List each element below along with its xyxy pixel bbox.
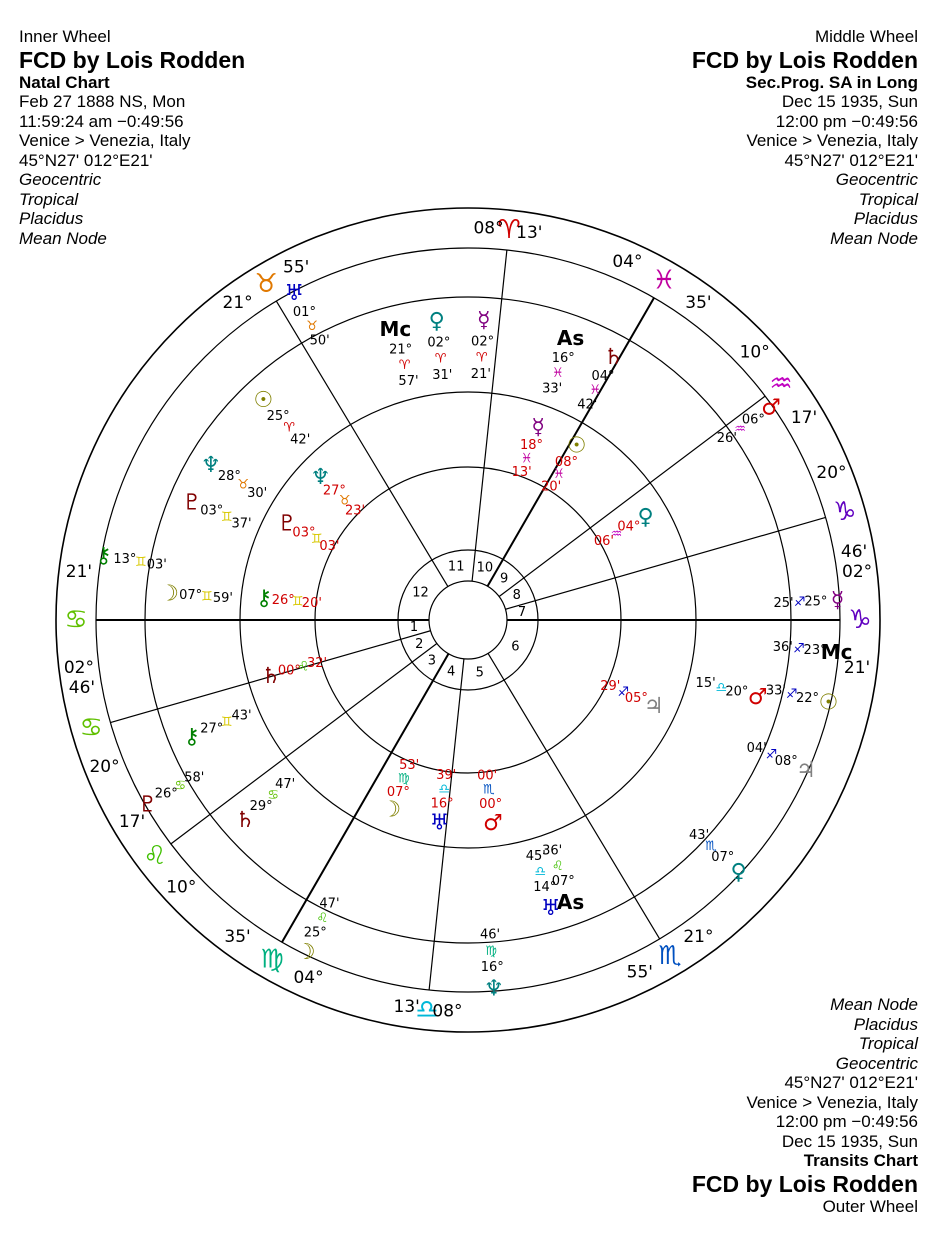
planet-saturn-icon: ♄︎ <box>603 345 624 371</box>
planet-minute-label: 06' <box>593 534 615 549</box>
planet-sign-icon: ♏︎ <box>705 839 717 855</box>
planet-uranus-icon: ♅︎ <box>540 895 561 921</box>
planet-degree-label: 22° <box>795 690 819 706</box>
planet-minute-label: 03' <box>319 538 340 554</box>
cusp-minute-label: 13' <box>393 997 420 1018</box>
planet-degree-label: 04° <box>591 369 615 385</box>
planet-minute-label: 43' <box>231 708 252 724</box>
planet-venus-icon: ♀︎ <box>428 309 445 335</box>
chart-view: Geocentric <box>835 1053 918 1073</box>
planet-sign-icon: ♌︎ <box>316 911 329 927</box>
house-cusp-line <box>472 250 507 581</box>
planet-minute-label: 59' <box>212 591 233 607</box>
cusp-minute-label: 13' <box>516 222 543 243</box>
planet-sign-icon: ♈︎ <box>398 358 411 374</box>
planet-sun-icon: ☉︎ <box>818 690 839 716</box>
planet-sign-icon: ♌︎ <box>297 659 310 675</box>
chart-node: Mean Node <box>830 228 918 248</box>
planet-sun-icon: ☉︎ <box>253 388 274 414</box>
planet-degree-label: 29° <box>249 798 273 814</box>
chart-type: Sec.Prog. SA in Long <box>745 72 918 92</box>
planet-degree-label: 07° <box>711 850 735 866</box>
cusp-degree-label: 08° <box>473 218 504 239</box>
planet-moon-icon: ☽︎ <box>159 581 180 607</box>
planet-sign-icon: ♓︎ <box>520 451 533 467</box>
planet-minute-label: 42' <box>577 397 598 413</box>
planet-degree-label: 06° <box>741 412 765 428</box>
cusp-sign-icon: ♓︎ <box>652 265 676 296</box>
planet-sign-icon: ♌︎ <box>551 858 564 874</box>
cusp-degree-label: 21° <box>683 927 714 948</box>
chart-zodiac: Tropical <box>858 189 918 209</box>
planet-degree-label: 08° <box>554 454 578 470</box>
planet-jupiter-icon: ♃︎ <box>796 757 816 783</box>
planet-midheaven-icon: Mc <box>379 316 412 341</box>
planet-sign-icon: ♍︎ <box>485 943 498 959</box>
house-number: 4 <box>447 664 456 680</box>
planet-degree-label: 03° <box>292 525 316 541</box>
chart-type: Natal Chart <box>19 72 110 92</box>
planet-sign-icon: ♋︎ <box>174 778 187 794</box>
chart-date: Dec 15 1935, Sun <box>781 92 918 111</box>
planet-minute-label: 26' <box>716 431 737 447</box>
chart-node: Mean Node <box>830 995 918 1014</box>
planet-moon-icon: ☽︎ <box>381 797 402 823</box>
planet-mercury-icon: ☿︎ <box>531 414 545 440</box>
cusp-sign-icon: ♉︎ <box>254 268 278 299</box>
planet-minute-label: 23' <box>345 503 366 519</box>
planet-degree-label: 05° <box>624 691 648 707</box>
chart-name: FCD by Lois Rodden <box>19 46 246 73</box>
planet-degree-label: 16° <box>430 796 454 812</box>
house-number: 1 <box>409 620 419 636</box>
planet-pluto-icon: ♇︎ <box>137 792 158 818</box>
planet-minute-label: 47' <box>319 896 340 912</box>
planet-sign-icon: ♐︎ <box>793 595 806 611</box>
chart-coords: 45°N27' 012°E21' <box>784 150 918 170</box>
planet-sign-icon: ♓︎ <box>551 366 564 382</box>
cusp-sign-icon: ♑︎ <box>833 496 857 527</box>
house-number: 10 <box>476 560 494 576</box>
planet-sign-icon: ♊︎ <box>310 532 323 548</box>
cusp-sign-icon: ♎︎ <box>415 994 439 1025</box>
chart-houses: Placidus <box>853 209 918 228</box>
chart-node: Mean Node <box>19 228 107 248</box>
planet-chiron-icon: ⚷︎ <box>256 586 273 612</box>
planet-sign-icon: ♊︎ <box>200 589 213 605</box>
cusp-minute-label: 46' <box>68 678 96 699</box>
planet-minute-label: 42' <box>290 432 311 448</box>
planet-sign-icon: ♐︎ <box>793 641 805 657</box>
planet-degree-label: 25° <box>303 925 327 941</box>
planet-degree-label: 02° <box>427 335 451 351</box>
planet-degree-label: 07° <box>386 784 410 800</box>
planet-sign-icon: ♒︎ <box>734 421 746 437</box>
planet-neptune-icon: ♆︎ <box>310 465 331 491</box>
planet-minute-label: 43' <box>689 828 710 844</box>
cusp-degree-label: 10° <box>739 342 770 363</box>
planet-minute-label: 39' <box>436 767 457 783</box>
cusp-minute-label: 55' <box>626 962 653 983</box>
cusp-degree-label: 04° <box>293 968 324 989</box>
planet-jupiter-icon: ♃︎ <box>643 694 664 720</box>
house-number: 7 <box>517 604 527 620</box>
planet-midheaven-icon: Mc <box>820 640 853 665</box>
planet-sign-icon: ♉︎ <box>338 493 351 509</box>
planet-sign-icon: ♉︎ <box>306 319 318 335</box>
cusp-sign-icon: ♍︎ <box>260 944 284 975</box>
cusp-degree-label: 20° <box>816 463 847 484</box>
chart-place: Venice > Venezia, Italy <box>746 131 918 150</box>
planet-minute-label: 50' <box>309 333 330 349</box>
planet-sign-icon: ♉︎ <box>237 477 250 493</box>
planet-sign-icon: ♊︎ <box>220 714 233 730</box>
planet-sign-icon: ♓︎ <box>553 467 565 483</box>
planet-degree-label: 03° <box>200 503 224 519</box>
planet-degree-label: 20° <box>725 684 749 700</box>
planet-minute-label: 25' <box>773 595 794 611</box>
planet-uranus-icon: ♅︎ <box>284 280 305 306</box>
planet-sign-icon: ♈︎ <box>283 420 296 436</box>
planet-saturn-icon: ♄︎ <box>261 664 281 690</box>
planet-degree-label: 16° <box>480 960 504 976</box>
planet-sign-icon: ♒︎ <box>610 526 623 542</box>
planet-degree-label: 14° <box>533 880 557 896</box>
house-number: 6 <box>511 639 520 655</box>
wheel-label: Inner Wheel <box>19 27 111 46</box>
planet-ascendant-icon: As <box>556 889 585 914</box>
planet-degree-label: 16° <box>551 350 575 366</box>
planet-uranus-icon: ♅︎ <box>429 810 450 836</box>
planet-sign-icon: ♈︎ <box>434 351 447 367</box>
cusp-minute-label: 17' <box>790 408 818 429</box>
planet-degree-label: 07° <box>551 874 575 890</box>
planet-degree-label: 26° <box>271 593 295 609</box>
planet-minute-label: 21' <box>470 366 491 382</box>
chart-time: 11:59:24 am −0:49:56 <box>19 111 184 131</box>
planet-sign-icon: ♐︎ <box>765 747 778 763</box>
chart-zodiac: Tropical <box>19 189 79 209</box>
wheel-label: Outer Wheel <box>822 1196 918 1216</box>
planet-neptune-icon: ♆︎ <box>483 976 504 1002</box>
planet-minute-label: 47' <box>275 777 296 793</box>
chart-view: Geocentric <box>835 170 918 189</box>
chart-name: FCD by Lois Rodden <box>691 1170 918 1197</box>
chart-name: FCD by Lois Rodden <box>691 46 918 73</box>
planet-sign-icon: ♐︎ <box>617 684 630 700</box>
cusp-sign-icon: ♋︎ <box>79 713 103 744</box>
planet-neptune-icon: ♆︎ <box>200 452 221 478</box>
planet-minute-label: 03' <box>146 557 167 573</box>
chart-date: Dec 15 1935, Sun <box>781 1131 918 1151</box>
planet-degree-label: 27° <box>200 721 224 737</box>
planet-degree-label: 27° <box>322 483 346 499</box>
planet-ascendant-icon: As <box>556 326 585 351</box>
planet-minute-label: 36' <box>542 843 563 859</box>
planet-minute-label: 58' <box>184 770 205 786</box>
planet-degree-label: 00° <box>277 663 301 679</box>
cusp-minute-label: 21' <box>843 657 871 678</box>
planet-degree-label: 08° <box>774 754 798 770</box>
planet-minute-label: 13' <box>511 464 532 480</box>
house-number: 11 <box>447 559 465 575</box>
cusp-minute-label: 55' <box>283 257 310 278</box>
planet-minute-label: 32' <box>307 655 328 671</box>
planet-minute-label: 00' <box>477 768 498 784</box>
wheel-label: Middle Wheel <box>815 27 918 46</box>
planet-minute-label: 33' <box>765 683 786 699</box>
cusp-minute-label: 17' <box>118 811 146 832</box>
planet-saturn-icon: ♄︎ <box>235 808 255 834</box>
cusp-minute-label: 35' <box>224 927 251 948</box>
planet-minute-label: 57' <box>398 373 419 389</box>
planet-sign-icon: ♈︎ <box>475 350 488 366</box>
planet-minute-label: 53' <box>399 758 420 774</box>
planet-minute-label: 37' <box>231 516 252 532</box>
chart-place: Venice > Venezia, Italy <box>746 1092 918 1112</box>
planet-degree-label: 23° <box>803 642 827 658</box>
planet-sun-icon: ☉︎ <box>566 433 587 459</box>
planet-sign-icon: ♊︎ <box>220 510 233 526</box>
planet-sign-icon: ♍︎ <box>397 771 410 787</box>
planet-sign-icon: ♎︎ <box>715 680 728 696</box>
planet-degree-label: 01° <box>292 304 316 320</box>
planet-sign-icon: ♐︎ <box>785 687 798 703</box>
planet-sign-icon: ♎︎ <box>438 782 450 798</box>
cusp-sign-icon: ♌︎ <box>143 840 167 871</box>
house-number: 9 <box>499 571 509 587</box>
cusp-degree-label: 10° <box>166 877 197 898</box>
chart-type: Transits Chart <box>803 1151 918 1170</box>
chart-coords: 45°N27' 012°E21' <box>784 1073 918 1092</box>
planet-degree-label: 21° <box>389 342 413 358</box>
cusp-sign-icon: ♈︎ <box>497 215 521 246</box>
planet-degree-label: 18° <box>520 437 544 453</box>
planet-minute-label: 45' <box>525 848 546 864</box>
planet-minute-label: 20' <box>301 596 322 612</box>
planet-degree-label: 28° <box>217 469 241 485</box>
planet-degree-label: 13° <box>113 552 137 568</box>
house-number: 5 <box>475 665 484 681</box>
planet-pluto-icon: ♇︎ <box>277 511 297 537</box>
planet-minute-label: 04' <box>746 741 767 757</box>
planet-sign-icon: ♊︎ <box>291 594 304 610</box>
planet-degree-label: 00° <box>479 796 503 812</box>
planet-minute-label: 15' <box>695 676 716 692</box>
planet-sign-icon: ♓︎ <box>589 383 601 399</box>
chart-date: Feb 27 1888 NS, Mon <box>19 92 186 111</box>
planet-pluto-icon: ♇︎ <box>181 490 202 516</box>
cusp-sign-icon: ♑︎ <box>848 605 872 635</box>
cusp-degree-label: 02° <box>63 657 94 678</box>
planet-minute-label: 36' <box>772 640 793 656</box>
chart-time: 12:00 pm −0:49:56 <box>775 1112 918 1131</box>
planet-sign-icon: ♎︎ <box>534 864 547 880</box>
planet-sign-icon: ♋︎ <box>267 787 279 803</box>
planet-degree-label: 25° <box>804 594 828 610</box>
chart-time: 12:00 pm −0:49:56 <box>775 111 918 131</box>
cusp-minute-label: 21' <box>65 562 93 583</box>
chart-place: Venice > Venezia, Italy <box>19 131 191 150</box>
house-number: 8 <box>512 588 521 604</box>
planet-mercury-icon: ☿︎ <box>476 307 491 333</box>
planet-mars-icon: ♂︎ <box>483 810 503 836</box>
chart-houses: Placidus <box>19 209 84 228</box>
planet-minute-label: 33' <box>542 381 563 397</box>
chart-zodiac: Tropical <box>858 1034 918 1053</box>
cusp-degree-label: 02° <box>842 562 873 583</box>
cusp-sign-icon: ♏︎ <box>658 941 682 972</box>
planet-moon-icon: ☽︎ <box>295 940 316 966</box>
cusp-degree-label: 21° <box>222 292 253 313</box>
house-number: 2 <box>415 636 424 652</box>
cusp-sign-icon: ♒︎ <box>769 369 793 400</box>
planet-degree-label: 04° <box>617 519 641 535</box>
planet-degree-label: 02° <box>471 334 495 350</box>
planet-sign-icon: ♊︎ <box>135 554 147 570</box>
chart-coords: 45°N27' 012°E21' <box>19 150 153 170</box>
planet-mercury-icon: ☿︎ <box>830 588 845 614</box>
planet-mars-icon: ♂︎ <box>747 685 768 711</box>
cusp-degree-label: 08° <box>432 1001 463 1022</box>
cusp-sign-icon: ♋︎ <box>64 605 88 635</box>
planet-venus-icon: ♀︎ <box>637 505 654 530</box>
planet-degree-label: 07° <box>179 588 203 604</box>
planet-degree-label: 26° <box>154 786 178 802</box>
planet-minute-label: 20' <box>541 479 562 495</box>
cusp-minute-label: 35' <box>685 292 712 313</box>
planet-venus-icon: ♀︎ <box>730 859 747 885</box>
cusp-degree-label: 04° <box>612 251 643 272</box>
planet-minute-label: 31' <box>432 367 453 383</box>
center-ring <box>429 581 507 659</box>
chart-houses: Placidus <box>853 1014 918 1034</box>
planet-minute-label: 46' <box>479 927 501 943</box>
house-number: 12 <box>412 585 429 601</box>
planet-sign-icon: ♏︎ <box>483 782 495 798</box>
planet-minute-label: 30' <box>247 485 268 501</box>
chart-view: Geocentric <box>19 170 102 189</box>
cusp-minute-label: 46' <box>840 541 868 562</box>
house-number: 3 <box>427 653 437 669</box>
planet-chiron-icon: ⚷︎ <box>95 543 112 569</box>
cusp-degree-label: 20° <box>89 756 120 777</box>
planet-degree-label: 25° <box>266 408 290 424</box>
planet-mars-icon: ♂︎ <box>761 395 781 421</box>
planet-minute-label: 29' <box>600 678 621 694</box>
planet-chiron-icon: ⚷︎ <box>183 724 200 750</box>
